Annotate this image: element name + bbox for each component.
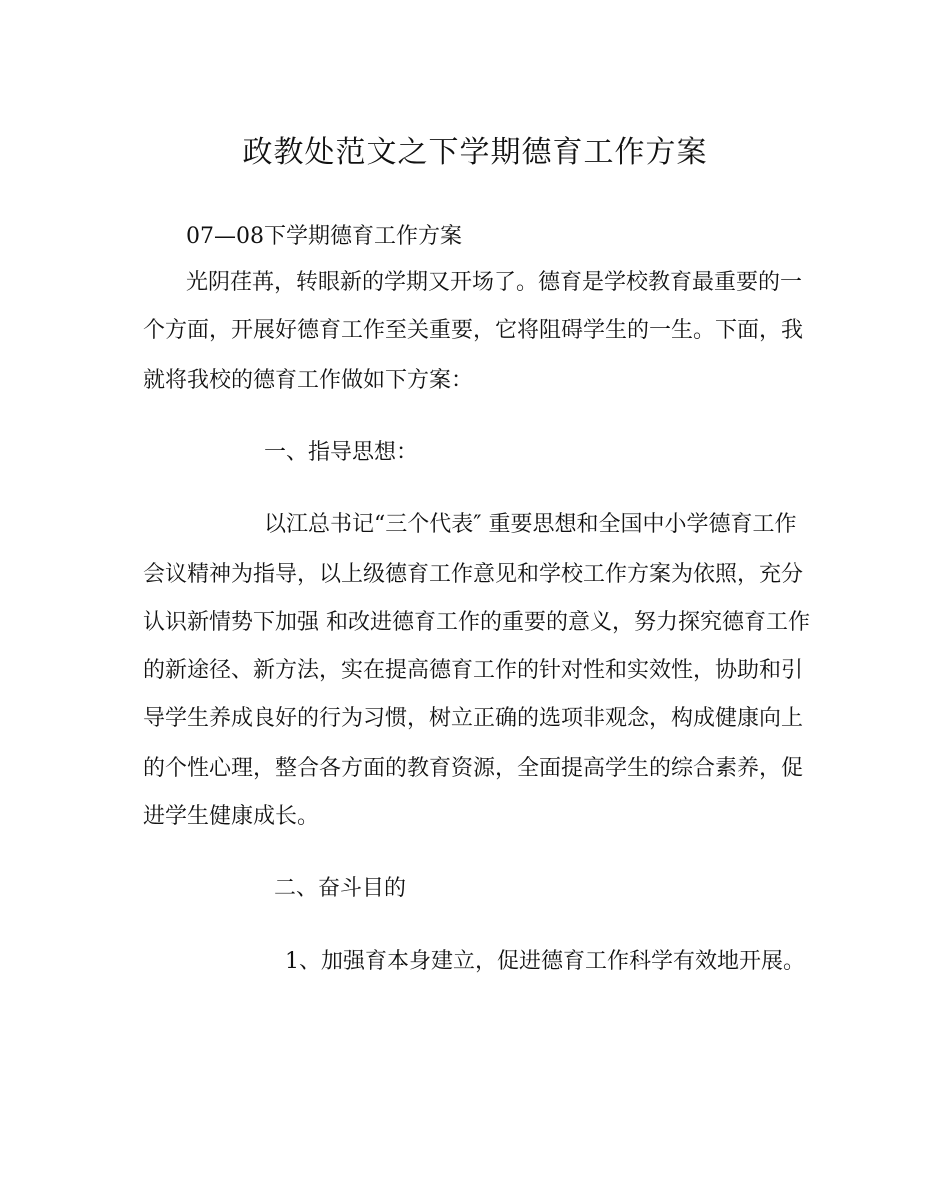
section1-line: 会议精神为指导，以上级德育工作意见和学校工作方案为依照，充分 xyxy=(143,562,804,587)
page-title: 政教处范文之下学期德育工作方案 xyxy=(242,135,708,170)
intro-line: 个方面，开展好德育工作至关重要，它将阻碍学生的一生。下面，我 xyxy=(143,318,804,343)
intro-line: 光阴荏苒，转眼新的学期又开场了。德育是学校教育最重要的一 xyxy=(186,270,803,295)
section1-line: 进学生健康成长。 xyxy=(143,804,320,829)
goal-item: 1、加强育本身建立，促进德育工作科学有效地开展。 xyxy=(285,949,805,974)
section1-line: 的新途径、新方法，实在提高德育工作的针对性和实效性，协助和引 xyxy=(143,658,804,683)
section1-line: 导学生养成良好的行为习惯，树立正确的选项非观念，构成健康向上 xyxy=(143,706,804,731)
section-heading-goals: 二、奋斗目的 xyxy=(274,876,407,901)
section1-line: 以江总书记“三个代表″ 重要思想和全国中小学德育工作 xyxy=(264,512,797,537)
section1-line: 的个性心理，整合各方面的教育资源，全面提高学生的综合素养，促 xyxy=(143,756,804,781)
section1-line: 认识新情势下加强 和改进德育工作的重要的意义，努力探究德育工作 xyxy=(143,610,810,635)
subtitle: 07—08下学期德育工作方案 xyxy=(186,224,462,249)
section-heading-guiding-thought: 一、指导思想： xyxy=(264,440,419,465)
intro-line: 就将我校的德育工作做如下方案： xyxy=(143,368,474,393)
